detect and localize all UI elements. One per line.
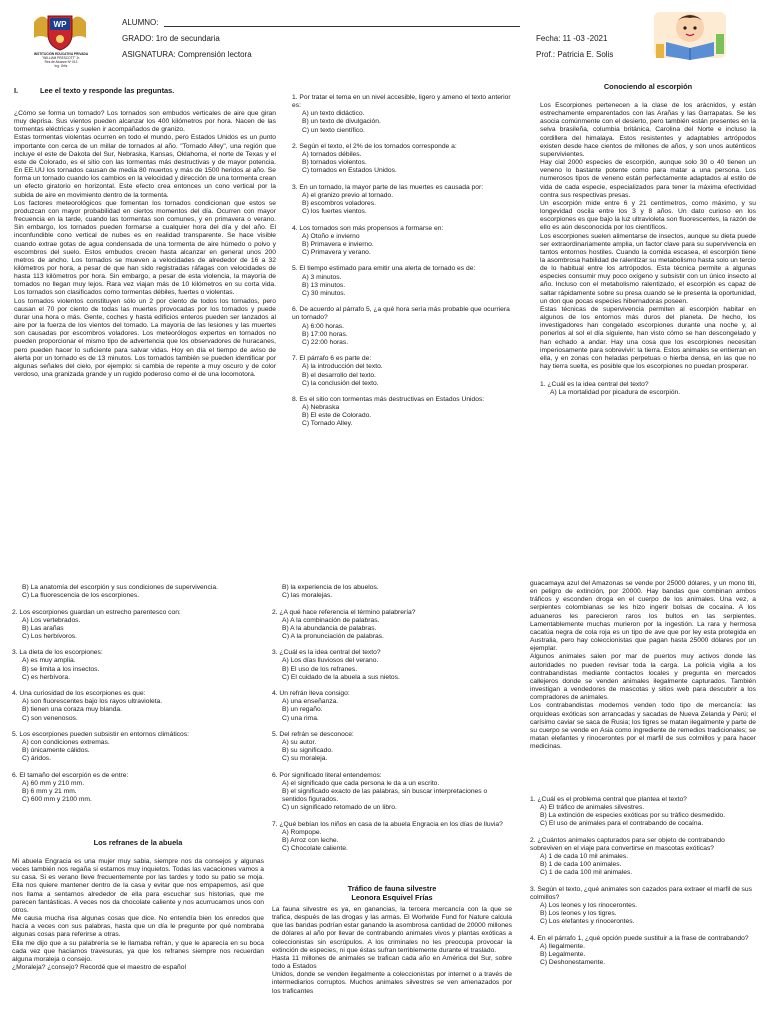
fauna-questions	[530, 796, 756, 976]
question-item: 3. Según el texto, ¿qué animales son cazados para extraer el marfil de sus colmillos? A) Los leones y los rinocerontes. B) Los leones y los tigres. C) Los elefantes y rinocerontes.	[530, 885, 752, 926]
tornado-reading-text: ¿Cómo se forma un tornado? Los tornados son embudos verticales de aire que giran muy deprisa. Sus vientos pueden alcanzar los 400 kilómetros por hora. Nacen de las tormentas eléctricas y suelen ir acompañados de granizo. Estas tormentas violentas ocurren en todo el mundo, pero Estados Unidos es un punto importante con cerca de un millar de tornados al año. "Tornado Alley", una región que incluye el este de Dakota del Sur, Nebraska, Kansas, Oklahoma, el norte de Texas y el este de Colorado, es el sitio con las tormentas más destructivas y de mayor potencia. En EE.UU los tornados causan de media 80 muertos y más de 1500 heridos al año. Se forma un tornado cuando los cambios en la velocidad y dirección de una tormenta crean un efecto giratorio en horizontal. Este efecto crea entonces un cono vertical por la subida de aire en movimiento dentro de la tormenta. Los factores meteorológicos que fomentan los tornados condicionan que estos se produzcan con mayor probabilidad en ciertos momentos del día. Ocurren con mayor frecuencia en la tarde, cuando las tormentas son comunes, y en primavera o verano. Sin embargo, los tornados pueden formarse a cualquier hora del día y del año. El inconfundible cono vertical de nubes es en realidad transparente. Se hace visible cuando extrae gotas de agua condensada de una tormenta de aire húmedo o polvo y escombros del suelo. Estos embudos crecen hasta alcanzar en general unos 200 metros de ancho. Los tornados se mueven a velocidades de alrededor de 16 a 32 kilómetros por hora, a pesar de que han sido registradas ráfagas con velocidades de hasta 113 kilómetros por hora. Sin embargo, a pesar de esta violencia, la mayoría de tornados no llegan muy lejos. Rara vez viajan más de 10 kilómetros en su corta vida. Los tornados son clasificados como tormentas débiles, fuertes o violentas. Los tornados violentos constituyen sólo un 2 por ciento de todos los tornados, pero causan el 70 por ciento de todas las muertes provocadas por los tornados y puede durar una hora o más. Gente, coches y hasta edificios enteros pueden ser lanzados al aire por la fuerza de los vientos del tornado. La mayoría de las lesiones y las muertes son causadas por escombros voladores. Los meteorólogos expertos en tornados no pueden proporcionar el mismo tipo de advertencia que los observadores de huracanes, pero pueden hacer lo suficiente para salvar vidas. Hoy en día el tiempo de aviso de alerta por un tornado es de 13 minutos. Los tornados también se pueden identificar por algunas señales del cielo, por ejemplo: si cambia de repente a muy oscuro y de color verdoso, una granizada grande y un rugido poderoso como el de una locomotora.	[14, 110, 276, 378]
svg-text:WP: WP	[53, 20, 67, 29]
question-item: 4. Una curiosidad de los escorpiones es que: A) son fluorescentes bajo los rayos ultravioleta. B) tienen una coraza muy blanda. C) son venenosos.	[12, 690, 163, 722]
scorpion-title: Conociendo al escorpión	[603, 82, 693, 91]
grade-label: GRADO: 1ro de secundaria	[122, 34, 220, 43]
logo-caption: INSTITUCIÓN EDUCATIVA PRIVADA "WILLIAM PRESCOTT" Jr. Res de Alcance Nº 013 Ing. Ortiz	[33, 52, 89, 68]
question-item: 5. Del refrán se desconoce: A) su autor. B) su significado. C) su moraleja.	[272, 730, 354, 763]
student-name-line[interactable]	[164, 26, 520, 27]
worksheet-page-2	[0, 576, 768, 1024]
date-label: Fecha: 11 -03 -2021	[536, 34, 608, 43]
question-item: 3. ¿Cuál es la idea central del texto? A) Los días lluviosos del verano. B) El uso de los refranes. C) El cuidado de la abuela a sus nietos.	[272, 649, 400, 681]
question-item: 6. Por significado literal entendemos: A) el significado que cada persona le da a un escrito. B) el significado exacto de las palabras, sin buscar interpretaciones o sentidos figurados. C) un significado retomado de un libro.	[272, 771, 488, 812]
teacher-label: Prof.: Patricia E. Solis	[536, 50, 614, 59]
refranes-questions: B) la experiencia de los abuelos. C) las moralejas. 2. ¿A qué hace referencia el término palabrería? A) A la combinación de palabras. B) A la abundancia de palabras. C) A la pronunciación de palabras. 3. ¿Cuál es la idea central del texto? A) Los días lluviosos del verano. B) El uso de los refranes. C) El cuidado de la abuela a sus nietos. 4. Un refrán lleva consigo: A) una enseñanza. B) un regaño. C) una rima. 5. Del refrán se desconoce: A) su autor. B) su significado. C) su moraleja. 6. Por significado literal entendemos: A) el significado que cada persona le da a un escrito. B) el significado exacto de las palabras, sin buscar interpretaciones o sentidos figurados. C) un significado retomado de un libro. 7. ¿Qué bebían los niños en casa de la abuela Engracia en los días de lluvia? A) Rompope. B) Arroz con leche. C) Chocolate caliente.	[272, 584, 512, 862]
page-separator	[0, 536, 768, 576]
student-reading-illustration	[652, 4, 728, 60]
question-item: 6. El tamaño del escorpión es de entre: A) 60 mm y 210 mm. B) 6 mm y 21 mm. C) 600 mm y 2100 mm.	[12, 771, 129, 804]
fauna-title: Tráfico de fauna silvestre Leonora Esquivel Frías	[347, 884, 437, 902]
question-item: 4. En el párrafo 1, ¿qué opción puede sustituir a la frase de contrabando? A) Ilegalmente. B) Legalmente. C) Deshonestamente.	[530, 934, 749, 967]
fauna-reading-text: La fauna silvestre es ya, en ganancias, la tercera mercancía con la que se trafica, después de las drogas y las armas. El Worlwide Fund for Nature calcula que las bandas podrían estar ganando la asombrosa cantidad de 20000 millones de dólares al año por llevar de contrabando animales vivos y plantas exóticas a coleccionistas sin escrúpulos. A los criminales no les preocupa provocar la extinción de especies, ni que éstas sufran terriblemente durante el traslado. Hasta 11 millones de animales se trafican cada año en América del Sur, sobre todo a Estados Unidos, donde se venden ilegalmente a coleccionistas por internet o a través de intermediarios corruptos. Muchos animales silvestres se ven amenazados por los traficantes	[272, 906, 512, 995]
question-item: 7. ¿Qué bebían los niños en casa de la abuela Engracia en los días de lluvia? A) Rompope. B) Arroz con leche. C) Chocolate caliente.	[272, 820, 503, 853]
question-item: 2. Los escorpiones guardan un estrecho parentesco con: A) Los vertebrados. B) Las arañas C) Los herbívoros.	[12, 608, 181, 640]
question-item: 4. Un refrán lleva consigo: A) una enseñanza. B) un regaño. C) una rima.	[272, 690, 350, 722]
question-item: 1. ¿Cuál es el problema central que plantea el texto? A) El tráfico de animales silvestres. B) La extinción de especies exóticas por su tráfico desmedido. C) El uso de animales para el contrabando de cocaína.	[530, 796, 726, 828]
student-label: ALUMNO:	[122, 18, 159, 27]
section-heading: I. Lee el texto y responde las preguntas.	[14, 86, 175, 95]
scorpion-reading-text: Los Escorpiones pertenecen a la clase de los arácnidos, y están estrechamente emparentados con las Arañas y las Garrapatas. Se les asocia comúnmente con el desierto, pero también están presentes en la selva brasileña, columbia británica, Carolina del Norte e incluso la cordillera del himalaya. Estos resistentes y adaptables artrópodos existen desde hace cientos de millones de años, y son unos auténticos supervivientes. Hay cial 2000 especies de escorpión, aunque solo 30 o 40 tienen un veneno lo bastante potente como para matar a una persona. Los numerosos tipos de veneno están perfectamente adaptados al estilo de vida de cada especie, especializados para tener la máxima efectividad contra sus respectivas presas. Un escorpión mide entre 6 y 21 centímetros, como máximo, y su longevidad oscila entre los 3 y 8 años. Un dato curioso en los escorpiones es que bajo la luz ultravioleta son fluorescentes, la razón de ello es aún desconocida por los científicos. Los escorpiones suelen alimentarse de insectos, aunque su dieta puede ser extraordinariamente amplia, un factor clave para su supervivencia en tantos entornos hostiles. Cuando la comida escasea, el escorpión tiene la asombrosa habilidad de ralentizar su metabolismo hasta solo un tercio de lo habitual entre los artrópodos. Esta técnica permite a algunas especies consumir muy poco oxígeno y subsistir con un único insecto al año. Incluso con el metabolismo ralentizado, el escorpión es capaz de saltar rápidamente sobre su presa cuando se le presenta la oportunidad, un don que pocas especies hibernadoras poseen. Estas técnicas de supervivencia permiten al escorpión habitar en algunos de los entornos más duros del planeta. De hecho, los investigadores han congelado escorpiones durante una noche y, al ponerlos al sol el día siguiente, han visto cómo se han descongelado y han echado a andar. Hay una cosa que los escorpiones necesitan imperiosamente para sobrevivir: la tierra. Estos animales se entierran en ella, y en zonas con heladas perpetuas o hierba densa, en las que no hay tierra suelta, es posible que los escorpiones no puedan prosperar. 1. ¿Cuál es la idea central del texto? A) La mortalidad por picadura de escorpión.	[540, 102, 756, 397]
school-logo	[28, 8, 92, 52]
fauna-reading-continued: guacamaya azul del Amazonas se vende por 25000 dólares, y un mono titi, en peligro de extinción, por 20000. Hay bandas que combinan ambos tráficos y esconden droga en el cuerpo de los animales. Una vez, a serpientes colombianas se les hizo ingerir bolsas de cocaína. A los aduaneros les parecieron raros los bultos en las serpientes. Lamentablemente muchas murieron por la ingestión. La rara y hermosa cacatúa negra de cola roja es un tipo de ave que por ley esta protegida en Australia, pero hay coleccionistas que pagan hasta 25000 dólares por un ejemplar. Algunos animales salen por mar de puertos muy activos donde las autoridades no pueden revisar toda la carga. La policía vigila a los contrabandistas mediante contactos locales y pregunta en mercados callejeros donde se venden animales ilegalmente capturados. También investigan a vendedores de mascotas y sitios web para descubrir a los compradores de animales. Los contrabandistas modernos venden todo tipo de mercancía: las orquídeas exóticas son arrancadas y sacadas de Nueva Zelanda y Perú; el carísimo caviar se saca de Rusia; los tigres se matan ilegalmente y parte de su cuerpo se vende en Asia como ingrediente de remedios tradicionales; se matan elefantes y rinocerontes por el marfil de sus colmillos y para hacer medicinas.	[530, 580, 756, 751]
tornado-questions	[292, 94, 514, 437]
question-item: 5. Los escorpiones pueden subsistir en entornos climáticos: A) con condiciones extremas. B) únicamente cálidos. C) áridos.	[12, 730, 189, 763]
question-item: 5. El tiempo estimado para emitir una alerta de tornado es de: A) 3 minutos. B) 13 minutos. C) 30 minutos.	[292, 265, 476, 297]
scorpion-questions-continued: B) La anatomía del escorpión y sus condiciones de supervivencia. C) La fluorescencia de los escorpiones. 2. Los escorpiones guardan un estrecho parentesco con: A) Los vertebrados. B) Las arañas C) Los herbívoros. 3. La dieta de los escorpiones: A) es muy amplia. B) se limita a los insectos. C) es herbívora. 4. Una curiosidad de los escorpiones es que: A) son fluorescentes bajo los rayos ultravioleta. B) tienen una coraza muy blanda. C) son venenosos. 5. Los escorpiones pueden subsistir en entornos climáticos: A) con condiciones extremas. B) únicamente cálidos. C) áridos. 6. El tamaño del escorpión es de entre: A) 60 mm y 210 mm. B) 6 mm y 21 mm. C) 600 mm y 2100 mm.	[12, 584, 264, 813]
question-item: 2. ¿A qué hace referencia el término palabrería? A) A la combinación de palabras. B) A la abundancia de palabras. C) A la pronunciación de palabras.	[272, 608, 416, 640]
refranes-title: Los refranes de la abuela	[93, 838, 183, 847]
question-item: 3. En un tornado, la mayor parte de las muertes es causada por: A) el granizo previo al tornado. B) escombros voladores. C) los fuertes vientos.	[292, 183, 484, 216]
question-item: 1. Por tratar el tema en un nivel accesible, ligero y ameno el texto anterior es: A) un texto didáctico. B) un texto de divulgación. C) un texto científico.	[292, 94, 511, 134]
refranes-reading-text: Mi abuela Engracia es una mujer muy sabia, siempre nos da consejos y algunas veces también nos regaña si estamos muy inquietos. Todas las vacaciones vamos a su casa. Si es verano lleve frecuentemente por las tardes y todo su patio se moja. Ella nos quiere mantener dentro de la casa y evitar que nos empapemos, así que nos llama a sentarnos alrededor de ella para escuchar sus historias, que me parecen fantásticas. A veces nos da chocolate caliente y nos acurrucamos unos con otros. Me causa mucha risa algunas cosas que dice. No entendía bien los enredos que hacía a veces con sus palabras, hasta que un día le pregunte por qué nombraba algunas cosas para referirse a otras. Ella me dijo que a su palabrería se le llamaba refrán, y que le aparecía en su boca cada vez que hacíamos travesuras, ya que los refranes siempre nos recuerdan alguna moraleja o consejo. ¿Moraleja? ¿consejo? Recordé que el maestro de español	[12, 858, 264, 972]
question-item: 2. Según el texto, el 2% de los tornados corresponde a: A) tornados débiles. B) tornados violentos. C) tornados en Estados Unidos.	[292, 142, 457, 175]
scorpion-question-1: 1. ¿Cuál es la idea central del texto? A) La mortalidad por picadura de escorpión.	[540, 381, 681, 397]
question-item: 3. La dieta de los escorpiones: A) es muy amplia. B) se limita a los insectos. C) es herbívora.	[12, 649, 103, 681]
question-item: 4. Los tornados son más propensos a formarse en: A) Otoño e invierno B) Primavera e invierno. C) Primavera y verano.	[292, 224, 444, 257]
subject-label: ASIGNATURA: Comprensión lectora	[122, 50, 252, 59]
question-item: 2. ¿Cuántos animales capturados para ser objeto de contrabando sobreviven en el viaje para convertirse en mascotas exóticas? A) 1 de cada 10 mil animales. B) 1 de cada 100 animales. C) 1 de cada 100 mil animales.	[530, 836, 725, 877]
question-item: 8. Es el sitio con tormentas más destructivas en Estados Unidos: A) Nebraska B) El este de Colorado. C) Tornado Alley.	[292, 396, 485, 428]
question-item: 7. El párrafo 6 es parte de: A) la introducción del texto. B) el desarrollo del texto. C) la conclusión del texto.	[292, 355, 383, 387]
question-item: 6. De acuerdo al párrafo 5, ¿a qué hora sería más probable que ocurriera un tornado? A) 6:00 horas. B) 17:00 horas. C) 22:00 horas.	[292, 306, 510, 346]
